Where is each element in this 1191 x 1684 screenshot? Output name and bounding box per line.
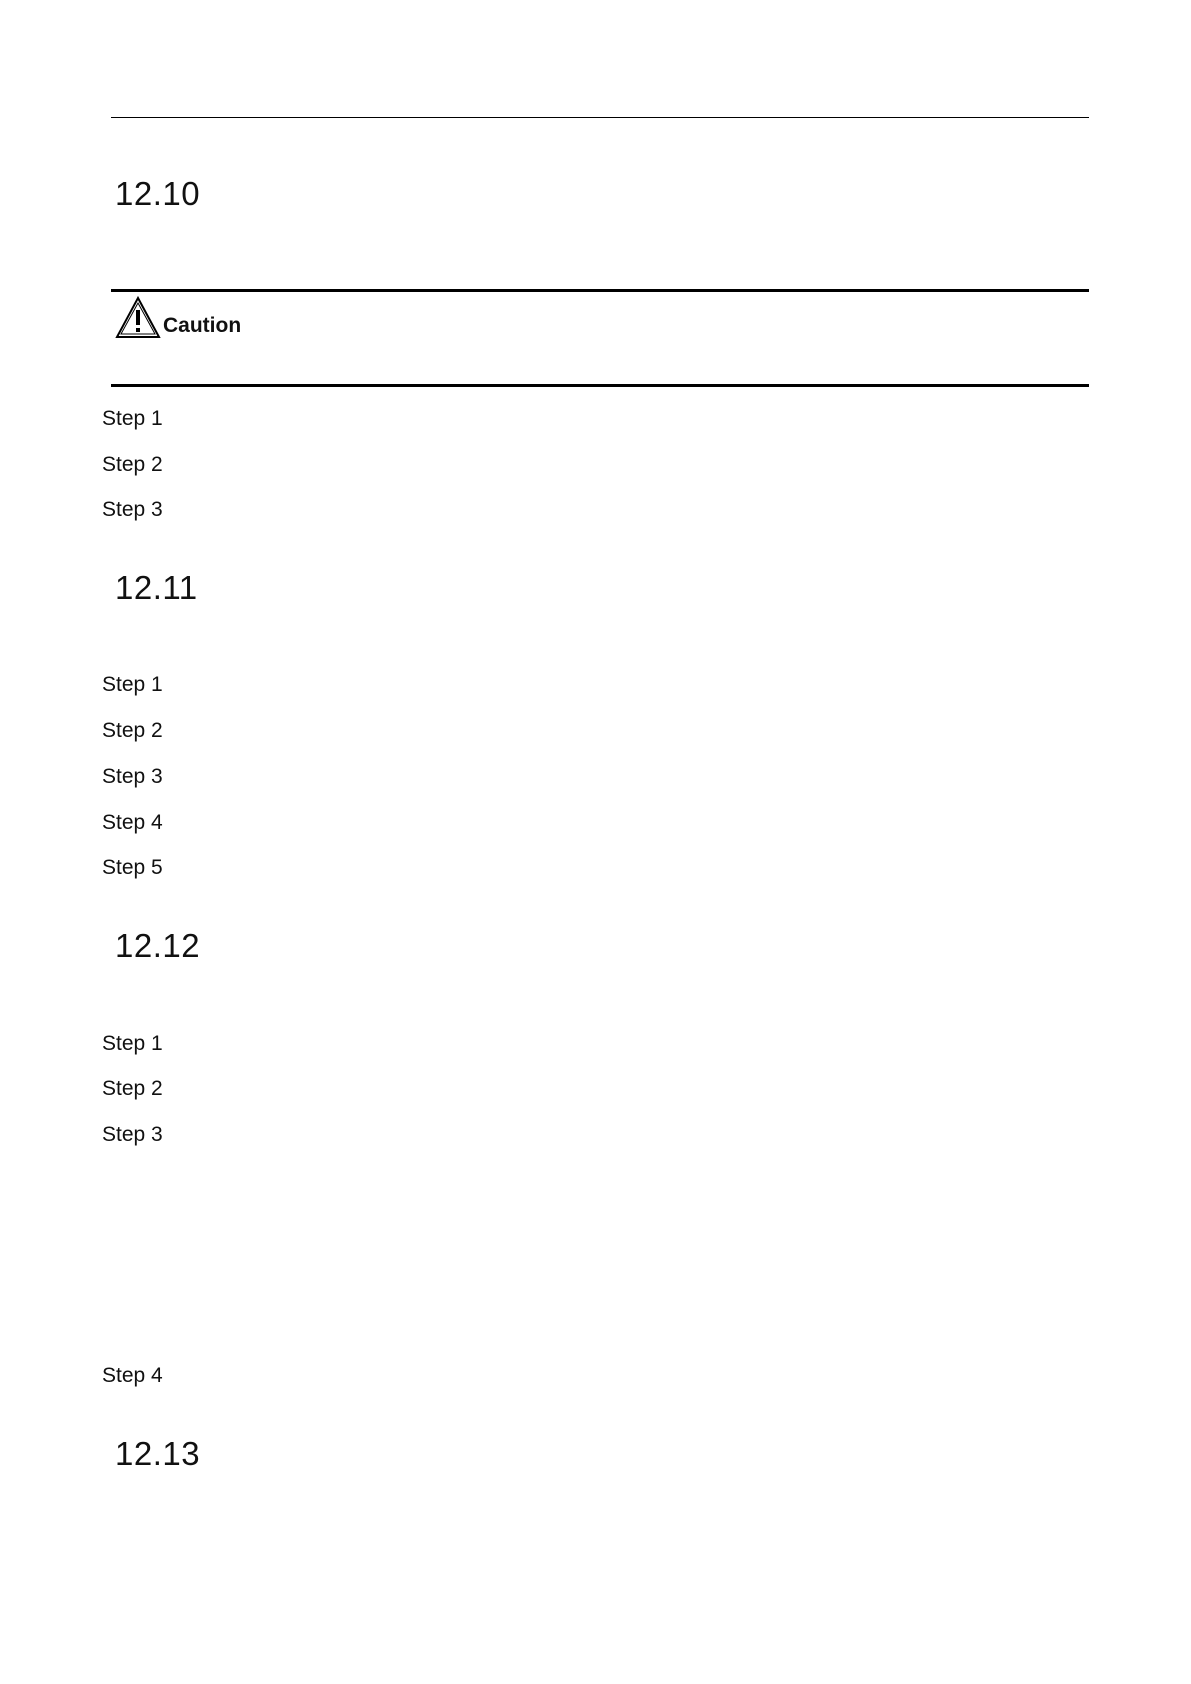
step-label: Step 3 xyxy=(102,765,163,788)
step-label: Step 5 xyxy=(102,856,163,879)
section-heading-12-12: 12.12 xyxy=(115,927,201,964)
step-label: Step 2 xyxy=(102,1077,163,1100)
caution-bottom-rule xyxy=(111,384,1089,387)
step-label: Step 2 xyxy=(102,719,163,742)
step-label: Step 1 xyxy=(102,1032,163,1055)
caution-top-rule xyxy=(111,289,1089,292)
step-label: Step 1 xyxy=(102,673,163,696)
caution-label: Caution xyxy=(163,314,242,337)
step-label: Step 4 xyxy=(102,1364,163,1387)
step-label: Step 3 xyxy=(102,1123,163,1146)
caution-box xyxy=(115,294,241,340)
step-label: Step 3 xyxy=(102,498,163,521)
step-label: Step 2 xyxy=(102,453,163,476)
step-label: Step 4 xyxy=(102,811,163,834)
warning-icon xyxy=(115,296,161,340)
section-heading-12-10: 12.10 xyxy=(115,175,201,212)
section-heading-12-13: 12.13 xyxy=(115,1435,201,1472)
section-heading-12-11: 12.11 xyxy=(115,569,198,606)
step-label: Step 1 xyxy=(102,407,163,430)
header-rule xyxy=(111,117,1089,118)
